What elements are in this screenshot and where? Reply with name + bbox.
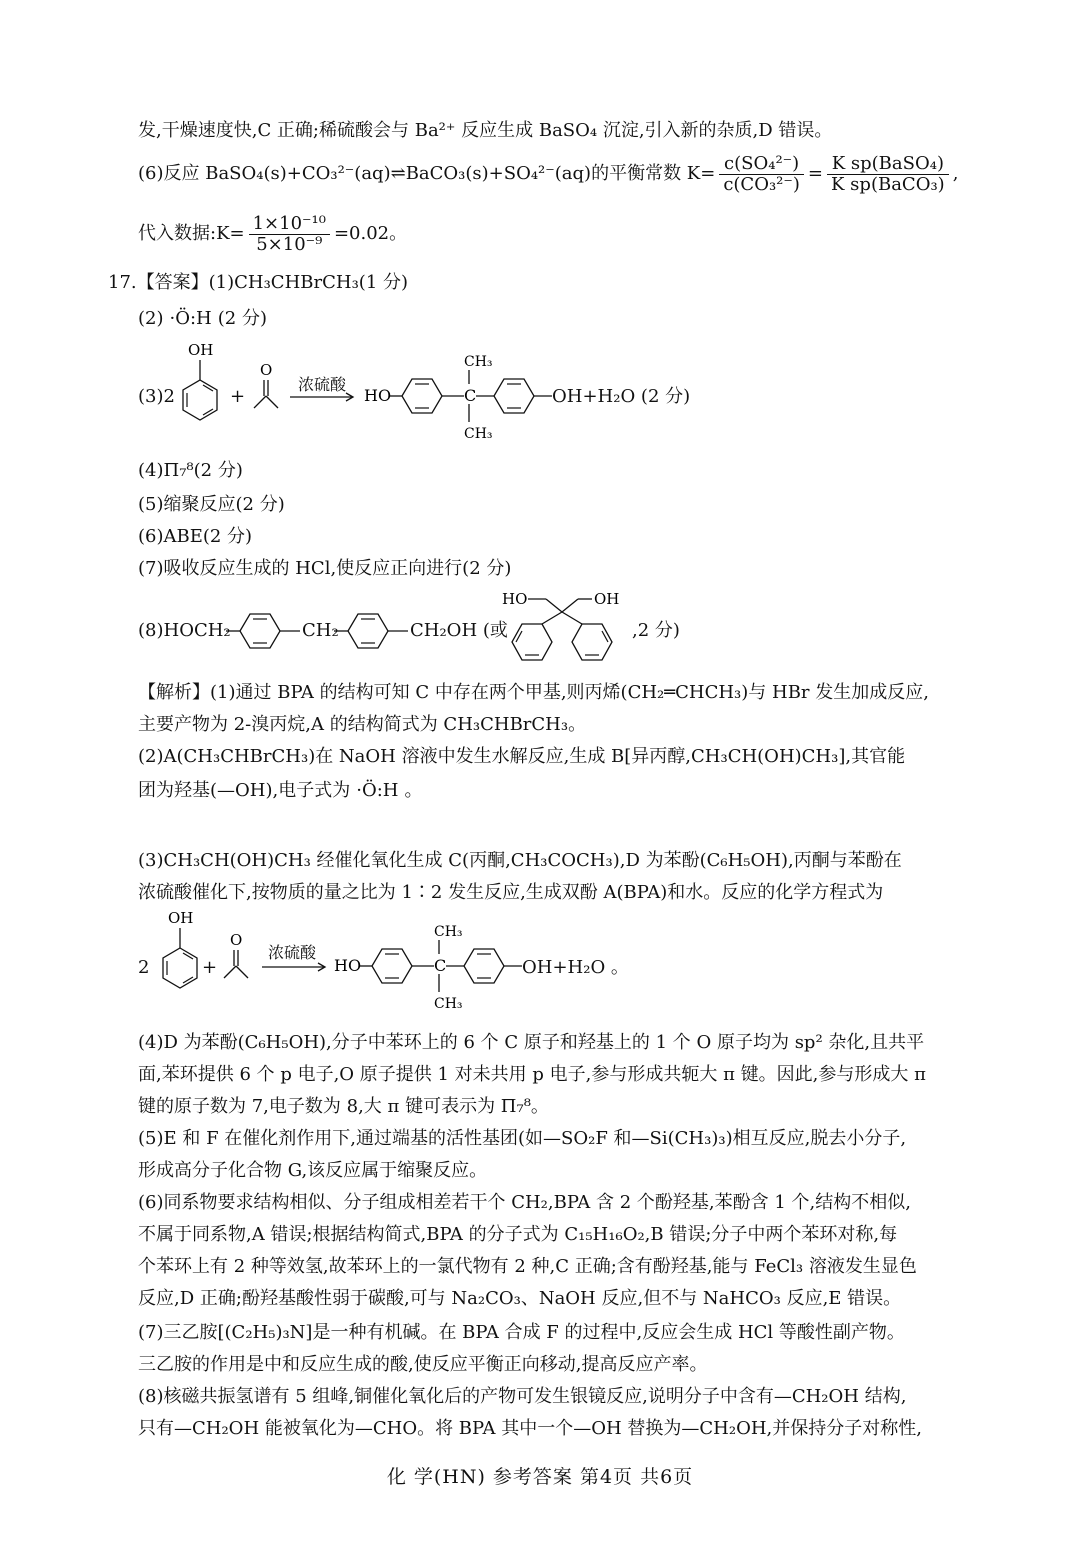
- fraction-numerator: c(SO₄²⁻): [719, 154, 804, 175]
- ksp-fraction: [827, 154, 949, 195]
- equilibrium-prefix: (6)反应 BaSO₄(s)+CO₃²⁻(aq)⇌BaCO₃(s)+SO₄²⁻(aq)的平衡常数 K=: [138, 163, 716, 184]
- catalyst-label: 浓硫酸: [298, 375, 347, 394]
- text-line-1: 发,干燥速度快,C 正确;稀硫酸会与 Ba²⁺ 反应生成 BaSO₄ 沉淀,引入新的杂质,D 错误。: [138, 120, 833, 141]
- phenol-structure-1: [170, 338, 230, 438]
- part-3-product: OH+H₂O (2 分): [552, 386, 691, 407]
- oh-label: OH: [594, 590, 620, 608]
- fraction-numerator: 1×10⁻¹⁰: [249, 214, 330, 235]
- acetone-structure-1: [250, 360, 285, 420]
- o-label: O: [230, 931, 243, 949]
- analysis-6d: 反应,D 正确;酚羟基酸性弱于碳酸,可与 Na₂CO₃、NaOH 反应,但不与 NaHCO₃ 反应,E 错误。: [138, 1288, 902, 1309]
- analysis-1b: 主要产物为 2-溴丙烷,A 的结构简式为 CH₃CHBrCH₃。: [138, 714, 587, 735]
- substitution-result: =0.02。: [333, 223, 408, 244]
- part-8-methylene: CH₂: [302, 620, 339, 641]
- part-3-prefix: (3)2: [138, 386, 175, 407]
- c-label: C: [434, 956, 447, 975]
- analysis-2b-prefix: 团为羟基(—OH),电子式为: [138, 780, 351, 801]
- answer-17-part-6: (6)ABE(2 分): [138, 526, 253, 547]
- equation-coefficient: 2: [138, 957, 150, 978]
- page-footer: 化 学(HN) 参考答案 第4页 共6页: [386, 1466, 694, 1488]
- analysis-2b: [138, 778, 422, 804]
- concentration-fraction: [719, 154, 804, 195]
- fraction-denominator: c(CO₃²⁻): [723, 173, 800, 195]
- hydroxyl-lewis-structure: ·Ö:H: [169, 308, 212, 329]
- benzene-ring-8a: [226, 606, 306, 656]
- reaction-arrow: [262, 962, 328, 972]
- analysis-5b: 形成高分子化合物 G,该反应属于缩聚反应。: [138, 1160, 488, 1181]
- line-end: ,: [952, 163, 959, 184]
- fraction-denominator: K sp(BaCO₃): [831, 173, 945, 195]
- reaction-arrow: [290, 392, 356, 402]
- analysis-2b-end: 。: [404, 780, 423, 801]
- phenol-structure-2: [150, 906, 210, 1006]
- catalyst-label: 浓硫酸: [268, 943, 317, 962]
- equals-sign: =: [807, 163, 824, 184]
- part-2-score: (2 分): [217, 308, 267, 329]
- equation-product: OH+H₂O 。: [522, 957, 629, 978]
- ch3-label: CH₃: [434, 996, 463, 1012]
- ch3-label: CH₃: [434, 924, 463, 940]
- value-fraction: [249, 214, 330, 255]
- substitution-prefix: 代入数据:K=: [138, 223, 245, 244]
- ho-label: HO: [364, 386, 392, 405]
- analysis-4b: 面,苯环提供 6 个 p 电子,O 原子提供 1 对未共用 p 电子,参与形成共轭大 π 键。因此,参与形成大 π: [138, 1064, 926, 1085]
- alternative-diol-structure: [500, 584, 630, 664]
- analysis-6b: 不属于同系物,A 错误;根据结构简式,BPA 的分子式为 C₁₅H₁₆O₂,B 错误;分子中两个苯环对称,每: [138, 1224, 898, 1245]
- fraction-denominator: 5×10⁻⁹: [256, 233, 323, 255]
- analysis-4a: (4)D 为苯酚(C₆H₅OH),分子中苯环上的 6 个 C 原子和羟基上的 1 个 O 原子均为 sp² 杂化,且共平: [138, 1032, 925, 1053]
- substitution-line: [138, 210, 407, 258]
- analysis-7b: 三乙胺的作用是中和反应生成的酸,使反应平衡正向移动,提高反应产率。: [138, 1354, 708, 1375]
- analysis-3b: 浓硫酸催化下,按物质的量之比为 1∶2 发生反应,生成双酚 A(BPA)和水。反应的化学方程式为: [138, 882, 884, 903]
- answer-17-part-7: (7)吸收反应生成的 HCl,使反应正向进行(2 分): [138, 558, 512, 579]
- answer-17-part-5: (5)缩聚反应(2 分): [138, 494, 285, 515]
- fraction-numerator: K sp(BaSO₄): [827, 154, 949, 175]
- bisphenol-a-structure-1: [360, 346, 580, 446]
- analysis-7a: (7)三乙胺[(C₂H₅)₃N]是一种有机碱。在 BPA 合成 F 的过程中,反应会生成 HCl 等酸性副产物。: [138, 1322, 905, 1343]
- analysis-6c: 个苯环上有 2 种等效氢,故苯环上的一氯代物有 2 种,C 正确;含有酚羟基,能与 FeCl₃ 溶液发生显色: [138, 1256, 917, 1277]
- analysis-8b: 只有—CH₂OH 能被氧化为—CHO。将 BPA 其中一个—OH 替换为—CH₂OH,并保持分子对称性,: [138, 1418, 922, 1439]
- c-label: C: [464, 386, 477, 405]
- ho-label: HO: [334, 956, 362, 975]
- analysis-8a: (8)核磁共振氢谱有 5 组峰,铜催化氧化后的产物可发生银镜反应,说明分子中含有—CH₂OH 结构,: [138, 1386, 907, 1407]
- answer-17-part-1: 17.【答案】(1)CH₃CHBrCH₃(1 分): [108, 272, 409, 293]
- plus-sign: +: [230, 386, 246, 407]
- part-8-score: ,2 分): [632, 620, 680, 641]
- analysis-3a: (3)CH₃CH(OH)CH₃ 经催化氧化生成 C(丙酮,CH₃COCH₃),D 为苯酚(C₆H₅OH),丙酮与苯酚在: [138, 850, 902, 871]
- ch3-label: CH₃: [464, 426, 493, 442]
- benzene-ring-8b: [334, 606, 414, 656]
- part-8-end: CH₂OH (或: [410, 620, 508, 641]
- answer-17-part-2: [138, 306, 267, 332]
- part-2-prefix: (2): [138, 308, 164, 329]
- oh-label: OH: [168, 909, 194, 927]
- analysis-5a: (5)E 和 F 在催化剂作用下,通过端基的活性基团(如—SO₂F 和—Si(CH₃)₃)相互反应,脱去小分子,: [138, 1128, 907, 1149]
- oh-label: OH: [188, 341, 214, 359]
- equilibrium-line: [138, 150, 958, 198]
- acetone-structure-2: [220, 930, 255, 990]
- answer-17-part-4: (4)Π₇⁸(2 分): [138, 460, 243, 481]
- analysis-6a: (6)同系物要求结构相似、分子组成相差若干个 CH₂,BPA 含 2 个酚羟基,苯酚含 1 个,结构不相似,: [138, 1192, 911, 1213]
- part-8-prefix: (8)HOCH₂: [138, 620, 231, 641]
- hydroxyl-lewis-structure: ·Ö:H: [356, 780, 399, 801]
- analysis-1a: 【解析】(1)通过 BPA 的结构可知 C 中存在两个甲基,则丙烯(CH₂═CHCH₃)与 HBr 发生加成反应,: [138, 682, 929, 703]
- bisphenol-a-structure-2: [330, 916, 550, 1016]
- analysis-2a: (2)A(CH₃CHBrCH₃)在 NaOH 溶液中发生水解反应,生成 B[异丙醇,CH₃CH(OH)CH₃],其官能: [138, 746, 906, 767]
- o-label: O: [260, 361, 273, 379]
- plus-sign: +: [202, 957, 218, 978]
- analysis-4c: 键的原子数为 7,电子数为 8,大 π 键可表示为 Π₇⁸。: [138, 1096, 549, 1117]
- ho-label: HO: [502, 590, 528, 608]
- ch3-label: CH₃: [464, 354, 493, 370]
